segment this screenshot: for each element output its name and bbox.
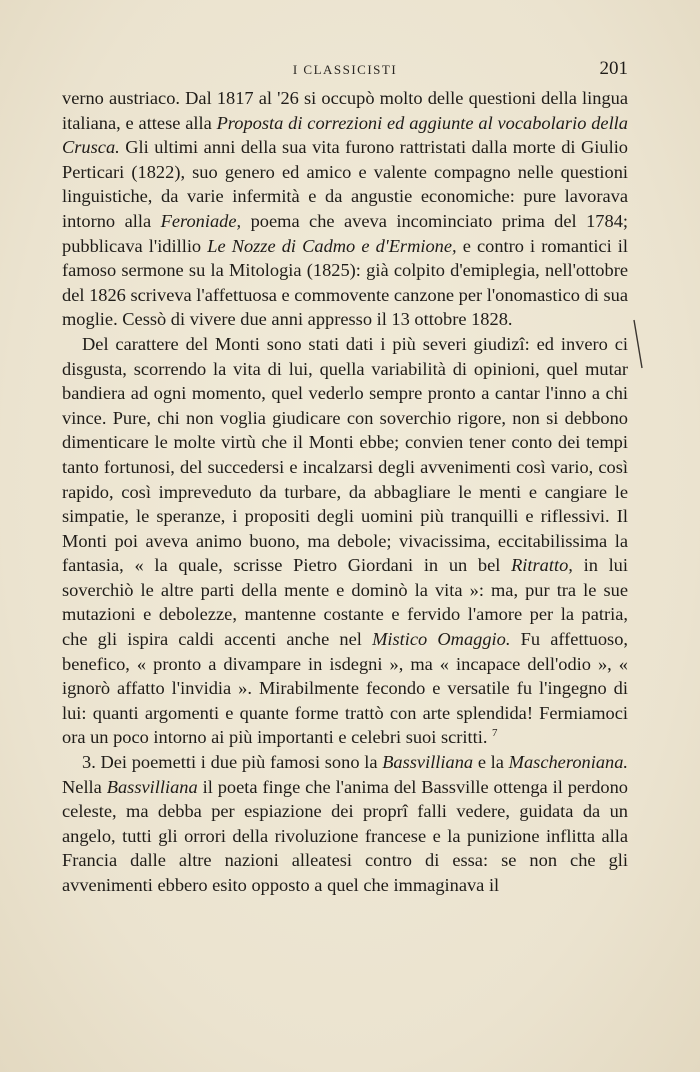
running-header xyxy=(62,58,628,82)
italic-title: Bassvilliana xyxy=(106,776,198,797)
page-number: 201 xyxy=(599,58,628,79)
text-run: e contro i romantici il famoso sermone su la Mitologia (1825): già colpito d'emiplegia, nell'ottobre del 1826 scriveva l'affettuosa e commovente canzone per l'onomastico di sua moglie. Cessò di vivere due anni appresso il 13 ottobre 1828. xyxy=(62,235,629,330)
paragraph-continuation xyxy=(62,86,628,332)
paragraph-monti-character xyxy=(62,332,628,750)
footnote-reference: 7 xyxy=(492,727,498,740)
text-run: Fu affettuoso, benefico, « pronto a divampare in isdegni », ma « incapace dell'odio », « ignorò affatto l'invidia ». Mirabilmente fecondo e versatile fu l'ingegno di lui: quanti argomenti e quante forme trattò con arte splendida! Fermiamoci ora un poco intorno ai più importanti e celebri suoi scritti. xyxy=(62,629,628,748)
body-text xyxy=(62,86,628,898)
italic-title: Mascheroniana. xyxy=(508,752,629,773)
paragraph-poemetti xyxy=(62,750,628,898)
text-run: Nella xyxy=(62,776,107,797)
text-run: Gli ultimi anni della sua vita furono rattristati dalla morte di Giulio Perticari (1822), suo genero ed amico e valente compagno nelle questioni linguistiche, da varie infermità e da angustie economiche: pure lavorava intorno alla xyxy=(62,137,628,231)
italic-title: Ritratto, xyxy=(511,555,573,576)
text-run: in lui soverchiò le altre parti della mente e dominò la vita »: ma, pur tra le sue mutazioni e debolezze, mantenne costante e fervido l'amore per la patria, che gli ispira caldi accenti anche nel xyxy=(62,555,628,650)
text-run: il poeta finge che l'anima del Bassville ottenga il perdono celeste, ma debba per espiazione dei proprî falli vedere, guidata da un angelo, tutti gli orrori della rivoluzione francese e la punizione inflitta alla Francia dalle altre nazioni alleatesi contro di essa: se non che gli avvenimenti ebbero esito opposto a quel che immaginava il xyxy=(62,776,628,895)
italic-title: Le Nozze di Cadmo e d'Ermione, xyxy=(207,235,457,256)
text-run: verno austriaco. Dal 1817 al '26 si occupò molto delle questioni della lingua italiana, e attese alla xyxy=(62,88,628,133)
italic-title: Feroniade, xyxy=(160,210,242,231)
text-run: e la xyxy=(473,752,509,773)
pencil-margin-mark xyxy=(633,318,643,370)
text-run: Del carattere del Monti sono stati dati i più severi giudizî: ed invero ci disgusta, scorrendo la vita di lui, quella variabilità di opinioni, quel mutar bandiera ad ogni momento, quel vederlo sempre pronto a cantar l'inno a chi vince. Pure, chi non voglia giudicare con soverchio rigore, non si debbono dimenticare le molte virtù che il Monti ebbe; convien tener conto dei tempi tanto fortunosi, del succedersi e incalzarsi degli avvenimenti così vario, così rapido, così impreveduto da turbare, da abbagliare le menti e cangiare le simpatie, le speranze, i propositi degli uomini più tranquilli e riflessivi. Il Monti poi aveva animo buono, ma debole; vivacissima, eccitabilissima la fantasia, « la quale, scrisse Pietro Giordani in un bel xyxy=(62,333,628,576)
italic-title: Mistico Omaggio. xyxy=(372,629,511,650)
text-run: 3. Dei poemetti i due più famosi sono la xyxy=(82,752,383,773)
running-title: I CLASSICISTI xyxy=(292,62,398,77)
italic-title: Bassvilliana xyxy=(382,752,474,773)
italic-title: Proposta di correzioni ed aggiunte al vocabolario della Crusca. xyxy=(62,112,628,158)
text-run: poema che aveva incominciato prima del 1784; pubblicava l'idillio xyxy=(62,210,628,256)
